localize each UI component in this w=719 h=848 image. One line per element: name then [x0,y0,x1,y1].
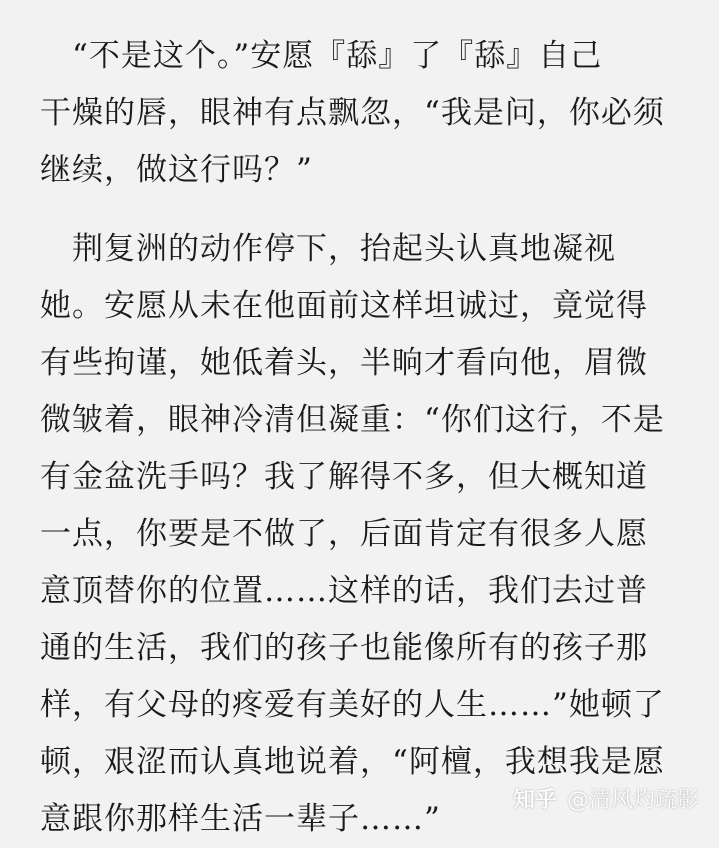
paragraph-2 [40,221,680,848]
paragraph-1 [40,28,680,199]
text-line: 意顶替你的位置……这样的话，我们去过普 [40,573,648,609]
text-line: 她。安愿从未在他面前这样坦诚过，竟觉得 [40,288,648,324]
text-line: 通的生活，我们的孩子也能像所有的孩子那 [40,630,648,666]
text-line: 有金盆洗手吗？我了解得不多，但大概知道 [40,459,648,495]
text-line: 样，有父母的疼爱有美好的人生……”她顿了 [40,687,665,723]
text-line: 一点，你要是不做了，后面肯定有很多人愿 [40,516,648,552]
watermark-user: @清风灼疏影 [566,788,699,813]
text-line: 干燥的唇，眼神有点飘忽，“我是问，你必须 [40,95,665,131]
watermark [513,783,699,814]
text-line: “不是这个。”安愿『舔』了『舔』自己 [40,38,603,74]
text-line: 顿，艰涩而认真地说着，“阿檀，我想我是愿 [40,744,665,780]
text-line: 微皱着，眼神冷清但凝重：“你们这行，不是 [40,402,665,438]
text-line: 荆复洲的动作停下，抬起头认真地凝视 [40,231,616,267]
text-line: 意跟你那样生活一辈子……” [40,801,441,837]
text-line: 有些拘谨，她低着头，半晌才看向他，眉微 [40,345,648,381]
text-line: 继续，做这行吗？” [40,152,313,188]
watermark-brand: 知乎 [512,788,557,813]
